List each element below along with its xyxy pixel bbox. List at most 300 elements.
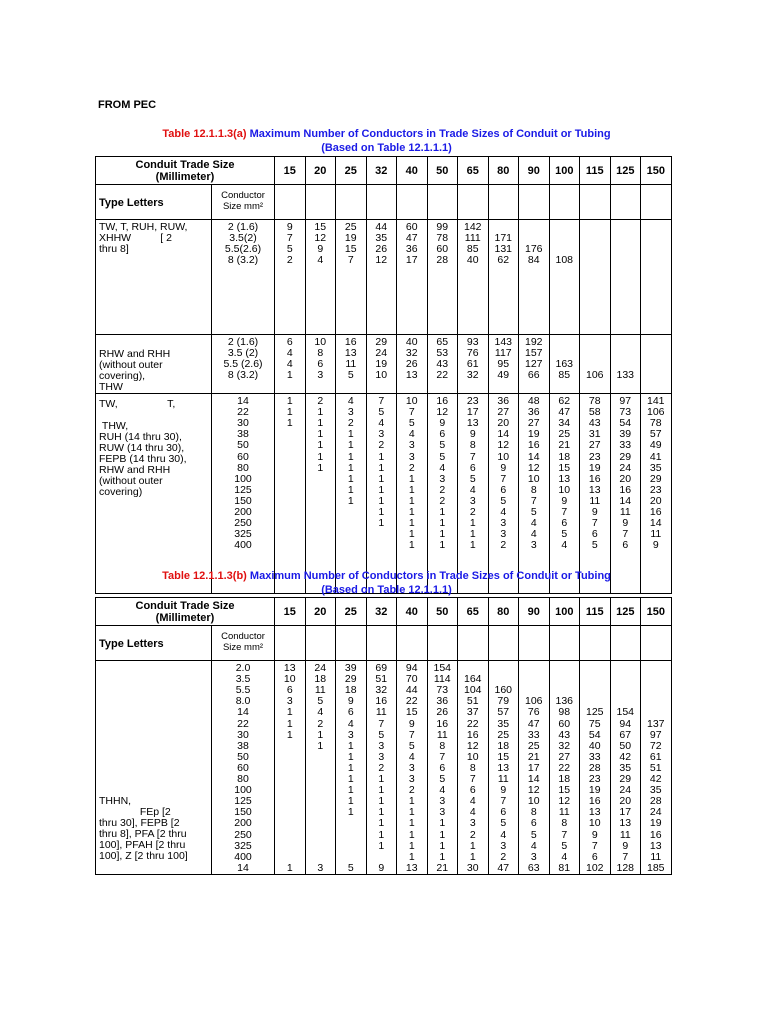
table-cell: 1 bbox=[469, 850, 476, 863]
conductor-size: 60 bbox=[237, 761, 249, 774]
table-cell: 8 bbox=[439, 739, 446, 752]
table-cell: 10 bbox=[558, 483, 571, 496]
table-cell: 31 bbox=[588, 428, 601, 441]
table-cell: 20 bbox=[497, 417, 510, 430]
table-cell: 8 bbox=[561, 817, 568, 830]
table-cell: 1 bbox=[347, 773, 354, 785]
table-cell: 13 bbox=[405, 861, 418, 874]
table-cell: 28 bbox=[588, 761, 601, 774]
table-cell: 62 bbox=[497, 254, 510, 267]
table-cell: 50 bbox=[619, 739, 632, 752]
conductor-size: 125 bbox=[234, 795, 252, 808]
table-cell: 40 bbox=[466, 254, 479, 267]
trade-size-header: 125 bbox=[610, 157, 641, 185]
table-cell: 32 bbox=[558, 739, 571, 752]
table-cell: 163 bbox=[555, 358, 574, 371]
table-cell: 51 bbox=[466, 695, 479, 708]
table-cell: 16 bbox=[375, 695, 388, 708]
table-cell: 48 bbox=[527, 395, 540, 407]
table-cell: 22 bbox=[436, 369, 449, 382]
table-cell: 16 bbox=[588, 472, 601, 485]
table-cell: 12 bbox=[314, 232, 327, 245]
trade-size-header: 40 bbox=[397, 598, 428, 626]
table-cell: 33 bbox=[619, 439, 632, 452]
conductor-size: 400 bbox=[234, 850, 252, 863]
table-cell: 67 bbox=[619, 728, 632, 741]
table-cell: 36 bbox=[497, 395, 510, 407]
table-cell: 1 bbox=[347, 795, 354, 808]
table-cell: 40 bbox=[588, 739, 601, 752]
table-cell: 19 bbox=[588, 461, 601, 474]
header-row bbox=[96, 157, 672, 185]
table-cell: 157 bbox=[525, 347, 543, 360]
conductor-size: 200 bbox=[234, 506, 252, 518]
table-cell: 11 bbox=[345, 358, 357, 371]
table-cell: 4 bbox=[286, 358, 293, 371]
table-cell: 73 bbox=[436, 684, 449, 697]
table-cell: 29 bbox=[375, 336, 388, 348]
table-cell: 73 bbox=[619, 406, 632, 419]
table-cell: 14 bbox=[527, 773, 540, 785]
table-cell: 25 bbox=[344, 221, 357, 233]
table-cell: 2 bbox=[439, 483, 446, 496]
table-cell: 30 bbox=[466, 861, 479, 874]
table-cell: 5 bbox=[317, 695, 324, 708]
table-cell: 66 bbox=[527, 369, 540, 382]
table-cell: 72 bbox=[649, 739, 662, 752]
table-cell: 1 bbox=[286, 395, 293, 407]
trade-size-header: 32 bbox=[366, 157, 397, 185]
table-cell: 54 bbox=[619, 417, 632, 430]
table-cell: 6 bbox=[286, 336, 293, 348]
table-cell: 1 bbox=[317, 450, 324, 463]
conductor-size: 200 bbox=[234, 817, 252, 830]
table-cell: 9 bbox=[500, 461, 507, 474]
table-cell: 7 bbox=[408, 406, 415, 419]
conductor-size: 325 bbox=[234, 528, 252, 541]
table-cell: 35 bbox=[619, 761, 632, 774]
table-cell: 2 bbox=[469, 828, 476, 841]
source-label: FROM PEC bbox=[98, 99, 157, 111]
table-cell: 16 bbox=[436, 717, 449, 730]
table-cell: 94 bbox=[405, 662, 418, 674]
table-cell: 21 bbox=[527, 750, 540, 763]
table-cell: 5 bbox=[591, 539, 598, 552]
table-cell: 16 bbox=[619, 483, 632, 496]
table-cell: 106 bbox=[525, 695, 543, 708]
trade-size-label: Conduit Trade Size (Millimeter) bbox=[96, 157, 275, 185]
table-cell: 1 bbox=[408, 483, 415, 496]
table-cell: 2 bbox=[469, 506, 476, 518]
table-cell: 51 bbox=[375, 673, 388, 686]
table-cell: 47 bbox=[497, 861, 510, 874]
table-cell: 19 bbox=[527, 428, 540, 441]
table-cell: 29 bbox=[619, 450, 632, 463]
trade-size-header: 125 bbox=[610, 598, 641, 626]
conductor-size: 22 bbox=[237, 406, 249, 419]
table-cell: 44 bbox=[375, 221, 388, 233]
table-cell: 10 bbox=[527, 795, 540, 808]
table-b-title: Maximum Number of Conductors in Trade Sizes of Conduit or Tubing bbox=[249, 570, 611, 582]
table-row bbox=[96, 661, 672, 875]
table-cell: 1 bbox=[378, 817, 385, 830]
table-cell: 1 bbox=[378, 806, 385, 819]
table-cell: 16 bbox=[436, 395, 449, 407]
table-cell: 1 bbox=[286, 861, 293, 874]
table-cell: 49 bbox=[497, 369, 510, 382]
table-cell: 117 bbox=[494, 347, 512, 360]
table-cell: 32 bbox=[405, 347, 418, 360]
table-cell: 27 bbox=[588, 439, 601, 452]
table-cell: 5 bbox=[408, 417, 415, 430]
table-cell: 4 bbox=[561, 850, 568, 863]
table-cell: 6 bbox=[591, 528, 598, 541]
table-cell: 76 bbox=[527, 706, 540, 719]
trade-size-label: Conduit Trade Size (Millimeter) bbox=[96, 598, 275, 626]
table-cell: 142 bbox=[464, 221, 482, 233]
table-cell: 1 bbox=[347, 461, 354, 474]
table-cell: 3 bbox=[530, 539, 537, 552]
table-cell: 43 bbox=[588, 417, 601, 430]
table-cell: 154 bbox=[616, 706, 635, 719]
table-cell: 24 bbox=[619, 461, 632, 474]
table-cell: 4 bbox=[439, 784, 446, 797]
table-b-caption bbox=[95, 569, 678, 597]
table-cell: 22 bbox=[558, 761, 571, 774]
table-cell: 7 bbox=[591, 517, 598, 530]
table-cell: 16 bbox=[527, 439, 540, 452]
table-cell: 3 bbox=[439, 472, 446, 485]
table-cell: 7 bbox=[561, 828, 568, 841]
conductor-size: 80 bbox=[237, 773, 249, 785]
table-cell: 7 bbox=[408, 728, 415, 741]
table-cell: 1 bbox=[378, 517, 385, 530]
table-cell: 15 bbox=[497, 750, 510, 763]
table-cell: 24 bbox=[375, 347, 388, 360]
table-cell: 1 bbox=[408, 806, 415, 819]
trade-size-header: 32 bbox=[366, 598, 397, 626]
conductor-size: 150 bbox=[234, 494, 252, 507]
table-cell: 19 bbox=[344, 232, 357, 245]
table-cell: 70 bbox=[405, 673, 418, 686]
conductor-size: 22 bbox=[237, 717, 249, 730]
table-cell: 106 bbox=[647, 406, 665, 419]
table-cell: 29 bbox=[344, 673, 357, 686]
table-cell: 85 bbox=[558, 369, 571, 382]
table-cell: 2 bbox=[500, 850, 507, 863]
table-cell: 1 bbox=[378, 483, 385, 496]
table-cell: 33 bbox=[527, 728, 540, 741]
trade-size-header: 100 bbox=[549, 157, 580, 185]
table-cell: 3 bbox=[469, 494, 476, 507]
table-cell: 22 bbox=[405, 695, 418, 708]
table-cell: 7 bbox=[622, 528, 629, 541]
table-cell: 63 bbox=[527, 861, 540, 874]
trade-size-header: 50 bbox=[427, 598, 458, 626]
table-cell: 6 bbox=[591, 850, 598, 863]
table-cell: 1 bbox=[347, 450, 354, 463]
table-cell: 9 bbox=[469, 428, 476, 441]
table-cell: 1 bbox=[317, 739, 324, 752]
conductor-size: 150 bbox=[234, 806, 252, 819]
table-cell: 7 bbox=[561, 506, 568, 518]
table-cell: 18 bbox=[558, 773, 571, 785]
table-cell: 26 bbox=[405, 358, 418, 371]
table-cell: 8 bbox=[530, 483, 537, 496]
table-cell: 41 bbox=[649, 450, 662, 463]
table-cell: 8 bbox=[317, 347, 324, 360]
table-cell: 7 bbox=[469, 450, 476, 463]
table-cell: 1 bbox=[378, 839, 385, 852]
table-cell: 2 bbox=[439, 494, 446, 507]
table-cell: 23 bbox=[466, 395, 479, 407]
table-cell: 6 bbox=[439, 761, 446, 774]
conductor-size: 50 bbox=[237, 750, 249, 763]
table-cell: 1 bbox=[378, 795, 385, 808]
table-cell: 1 bbox=[408, 795, 415, 808]
table-cell: 1 bbox=[469, 528, 476, 541]
table-cell: 11 bbox=[436, 728, 448, 741]
table-cell: 85 bbox=[466, 243, 479, 256]
conductor-size: 38 bbox=[237, 428, 249, 441]
table-cell: 4 bbox=[317, 254, 324, 267]
conductor-size: 14 bbox=[237, 861, 249, 874]
table-cell: 7 bbox=[286, 232, 293, 245]
table-cell: 23 bbox=[588, 773, 601, 785]
table-cell: 5 bbox=[439, 439, 446, 452]
table-cell: 5 bbox=[347, 369, 354, 382]
table-cell: 14 bbox=[619, 494, 632, 507]
table-cell: 43 bbox=[558, 728, 571, 741]
table-cell: 9 bbox=[286, 221, 293, 233]
trade-size-header: 25 bbox=[336, 157, 367, 185]
table-cell: 9 bbox=[561, 494, 568, 507]
table-cell: 47 bbox=[527, 717, 540, 730]
conductor-size: 30 bbox=[237, 417, 249, 430]
table-cell: 57 bbox=[497, 706, 510, 719]
table-cell: 51 bbox=[649, 761, 662, 774]
table-cell: 4 bbox=[469, 483, 476, 496]
table-cell: 39 bbox=[619, 428, 632, 441]
table-cell: 39 bbox=[344, 662, 357, 674]
conductor-size: 3.5 bbox=[235, 673, 251, 686]
trade-size-header: 65 bbox=[458, 598, 489, 626]
table-cell: 15 bbox=[558, 461, 571, 474]
table-cell: 3 bbox=[500, 517, 507, 530]
table-cell: 3 bbox=[317, 861, 324, 874]
table-cell: 5 bbox=[408, 739, 415, 752]
table-cell: 7 bbox=[347, 254, 354, 267]
table-cell: 34 bbox=[558, 417, 571, 430]
table-cell: 2 bbox=[317, 395, 324, 407]
table-cell: 8 bbox=[530, 806, 537, 819]
table-cell: 6 bbox=[530, 817, 537, 830]
table-cell: 78 bbox=[588, 395, 601, 407]
table-cell: 76 bbox=[466, 347, 479, 360]
table-cell: 6 bbox=[317, 358, 324, 371]
table-a-subtitle: (Based on Table 12.1.1.1) bbox=[321, 142, 452, 154]
table-cell: 1 bbox=[347, 472, 354, 485]
table-cell: 8 bbox=[469, 439, 476, 452]
table-cell: 5 bbox=[439, 773, 446, 785]
table-cell: 4 bbox=[469, 795, 476, 808]
table-b-subtitle: (Based on Table 12.1.1.1) bbox=[321, 584, 452, 596]
table-cell: 3 bbox=[347, 728, 354, 741]
conductor-size: 80 bbox=[237, 461, 249, 474]
table-cell: 16 bbox=[649, 506, 662, 518]
trade-size-header: 80 bbox=[488, 157, 519, 185]
table-cell: 1 bbox=[286, 728, 293, 741]
table-cell: 2 bbox=[408, 784, 415, 797]
conductor-size: 400 bbox=[234, 539, 252, 552]
table-cell: 18 bbox=[558, 450, 571, 463]
table-cell: 17 bbox=[619, 806, 632, 819]
table-cell: 4 bbox=[530, 839, 537, 852]
table-cell: 5 bbox=[500, 817, 507, 830]
header-row bbox=[96, 598, 672, 626]
table-cell: 1 bbox=[408, 506, 415, 518]
table-cell: 13 bbox=[344, 347, 357, 360]
table-cell: 1 bbox=[378, 450, 385, 463]
table-cell: 12 bbox=[466, 739, 479, 752]
table-cell: 3 bbox=[439, 795, 446, 808]
table-cell: 11 bbox=[619, 828, 631, 841]
table-cell: 18 bbox=[344, 684, 357, 697]
table-cell: 154 bbox=[433, 662, 452, 674]
table-cell: 61 bbox=[466, 358, 479, 371]
table-cell: 5 bbox=[439, 450, 446, 463]
table-cell: 13 bbox=[497, 761, 510, 774]
table-cell: 10 bbox=[497, 450, 510, 463]
table-cell: 4 bbox=[408, 428, 415, 441]
table-cell: 16 bbox=[649, 828, 662, 841]
trade-size-header: 25 bbox=[336, 598, 367, 626]
table-cell: 47 bbox=[405, 232, 418, 245]
table-cell: 1 bbox=[469, 517, 476, 530]
conductor-size: 325 bbox=[234, 839, 252, 852]
conductor-size: 100 bbox=[234, 472, 252, 485]
table-cell: 13 bbox=[649, 839, 662, 852]
table-cell: 14 bbox=[527, 450, 540, 463]
table-cell: 1 bbox=[347, 483, 354, 496]
trade-size-header: 50 bbox=[427, 157, 458, 185]
type-letters-label: Type Letters bbox=[99, 638, 164, 650]
table-cell: 8 bbox=[469, 761, 476, 774]
table-cell: 2 bbox=[500, 539, 507, 552]
conductor-size: 50 bbox=[237, 439, 249, 452]
table-cell: 9 bbox=[591, 828, 598, 841]
trade-size-header: 20 bbox=[305, 157, 336, 185]
table-cell: 4 bbox=[469, 806, 476, 819]
table-cell: 10 bbox=[527, 472, 540, 485]
table-cell: 9 bbox=[347, 695, 354, 708]
table-cell: 4 bbox=[439, 461, 446, 474]
table-a-number: Table 12.1.1.3(a) bbox=[162, 128, 247, 140]
table-cell: 15 bbox=[344, 243, 357, 256]
table-cell: 33 bbox=[588, 750, 601, 763]
conductor-size: 8 (3.2) bbox=[227, 369, 259, 382]
table-cell: 1 bbox=[347, 428, 354, 441]
table-cell: 2 bbox=[286, 254, 293, 267]
table-cell: 9 bbox=[439, 417, 446, 430]
table-cell: 20 bbox=[619, 472, 632, 485]
table-cell: 13 bbox=[405, 369, 418, 382]
table-cell: 79 bbox=[497, 695, 510, 708]
table-cell: 49 bbox=[649, 439, 662, 452]
table-cell: 29 bbox=[619, 773, 632, 785]
table-cell: 12 bbox=[558, 795, 571, 808]
table-cell: 1 bbox=[378, 784, 385, 797]
conductor-size: 60 bbox=[237, 450, 249, 463]
type-letters-text: RHW and RHH (without outer covering), THW bbox=[99, 348, 171, 393]
table-cell: 24 bbox=[619, 784, 632, 797]
table-cell: 17 bbox=[466, 406, 479, 419]
table-cell: 3 bbox=[408, 439, 415, 452]
table-cell: 7 bbox=[530, 494, 537, 507]
table-cell: 98 bbox=[558, 706, 571, 719]
table-cell: 2 bbox=[408, 461, 415, 474]
table-cell: 4 bbox=[347, 395, 354, 407]
table-cell: 131 bbox=[494, 243, 513, 256]
table-cell: 40 bbox=[405, 336, 418, 348]
table-cell: 24 bbox=[314, 662, 327, 674]
table-cell: 53 bbox=[436, 347, 449, 360]
table-cell: 7 bbox=[591, 839, 598, 852]
table-cell: 4 bbox=[561, 539, 568, 552]
table-cell: 35 bbox=[497, 717, 510, 730]
table-cell: 24 bbox=[649, 806, 662, 819]
table-cell: 1 bbox=[378, 506, 385, 518]
table-cell: 44 bbox=[405, 684, 418, 697]
table-cell: 192 bbox=[525, 336, 543, 348]
table-cell: 141 bbox=[647, 395, 665, 407]
table-cell: 102 bbox=[586, 861, 604, 874]
table-cell: 60 bbox=[405, 221, 418, 233]
table-cell: 20 bbox=[649, 494, 662, 507]
table-cell: 10 bbox=[283, 673, 296, 686]
conductor-size: 14 bbox=[237, 395, 249, 407]
trade-size-header: 15 bbox=[275, 157, 306, 185]
table-cell: 5 bbox=[561, 839, 568, 852]
table-cell: 93 bbox=[466, 336, 479, 348]
table-cell: 1 bbox=[408, 528, 415, 541]
table-cell: 1 bbox=[378, 472, 385, 485]
table-cell: 9 bbox=[378, 861, 385, 874]
table-cell: 10 bbox=[375, 369, 388, 382]
table-a bbox=[95, 156, 672, 594]
conductor-size: 3.5 (2) bbox=[227, 347, 259, 360]
table-cell: 35 bbox=[375, 232, 388, 245]
table-cell: 28 bbox=[649, 795, 662, 808]
table-cell: 1 bbox=[469, 539, 476, 552]
conductor-size-label: Conductor Size mm² bbox=[221, 190, 265, 212]
table-cell: 60 bbox=[558, 717, 571, 730]
table-cell: 61 bbox=[649, 750, 662, 763]
table-cell: 9 bbox=[591, 506, 598, 518]
table-cell: 1 bbox=[317, 417, 324, 430]
table-cell: 84 bbox=[527, 254, 540, 267]
table-a-caption bbox=[95, 127, 678, 155]
conductor-size: 125 bbox=[234, 483, 252, 496]
table-cell: 32 bbox=[375, 684, 388, 697]
table-cell: 13 bbox=[466, 417, 479, 430]
trade-size-header: 20 bbox=[305, 598, 336, 626]
table-cell: 7 bbox=[378, 395, 385, 407]
table-cell: 15 bbox=[558, 784, 571, 797]
table-cell: 97 bbox=[619, 395, 632, 407]
table-cell: 9 bbox=[500, 784, 507, 797]
table-cell: 3 bbox=[439, 806, 446, 819]
